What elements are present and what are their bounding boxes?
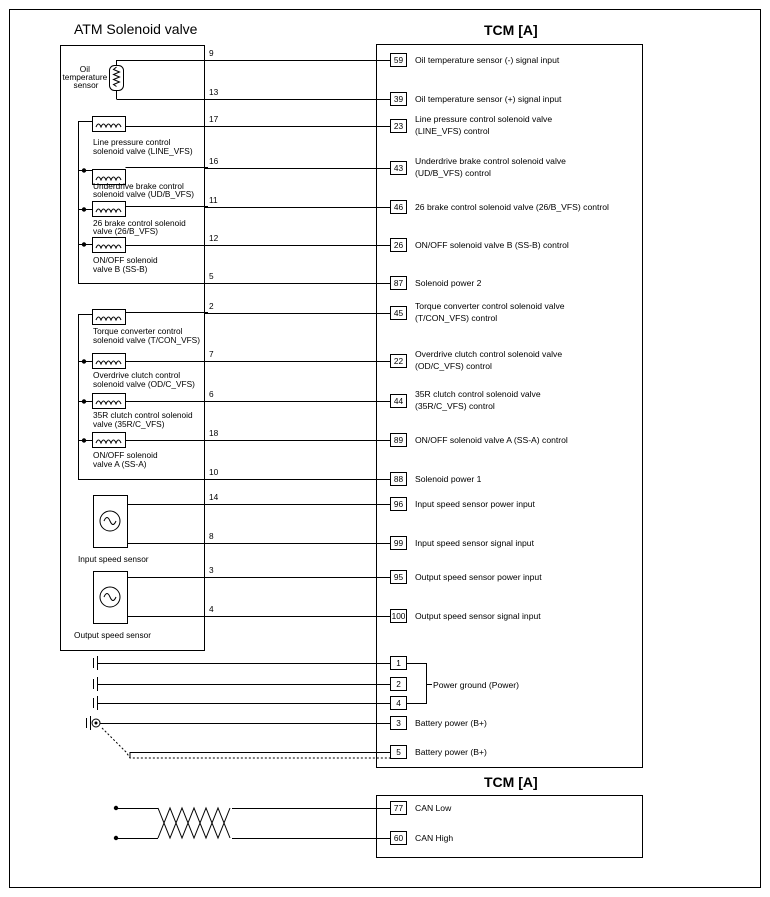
pin-description <box>415 202 609 212</box>
pin-description-line: Solenoid power 1 <box>415 474 482 484</box>
wire-number: 5 <box>209 271 214 281</box>
connection-row-100 <box>204 604 541 623</box>
ground-row-2 <box>94 677 407 691</box>
pin-description <box>415 349 562 371</box>
input-speed-sensor-label: Input speed sensor <box>78 554 149 564</box>
can-row-77 <box>391 802 453 815</box>
ssa-label <box>93 450 160 469</box>
atm-solenoid-title: ATM Solenoid valve <box>74 21 198 37</box>
wire-number: 4 <box>209 604 214 614</box>
tcm-title: TCM [A] <box>484 22 538 38</box>
ssb-label-l0: ON/OFF solenoid <box>93 255 158 265</box>
tcm-pin-96-number: 96 <box>393 499 404 509</box>
pin-description <box>415 240 569 250</box>
tcm-pin-26-number: 26 <box>393 240 404 250</box>
pin-description-line: Input speed sensor power input <box>415 499 535 509</box>
connection-row-43 <box>204 156 566 178</box>
wire-number: 3 <box>209 565 214 575</box>
tcm-pin-26 <box>391 239 407 252</box>
connection-row-88 <box>204 467 482 486</box>
underdrive-label <box>93 181 194 199</box>
wire-number: 13 <box>209 87 219 97</box>
tcm-pin-45-number: 45 <box>393 308 404 318</box>
pin-description-line: Overdrive clutch control solenoid valve <box>415 349 563 359</box>
brake26-label-l1: valve (26/B_VFS) <box>93 226 159 236</box>
pin-description-line: ON/OFF solenoid valve A (SS-A) control <box>415 435 568 445</box>
wire-number: 16 <box>209 156 219 166</box>
ssa-label-l0: ON/OFF solenoid <box>93 450 158 460</box>
tcm-pin-4-number: 4 <box>396 698 401 708</box>
tcm-pin-99 <box>391 537 407 550</box>
connections-layer <box>204 48 609 623</box>
tcm-pin-1-number: 1 <box>396 658 401 668</box>
tcm-pin-96 <box>391 498 407 511</box>
battery-pins <box>391 717 488 759</box>
pin-description-line: (35R/C_VFS) control <box>415 401 495 411</box>
connection-row-45 <box>204 301 565 323</box>
connection-row-22 <box>204 349 562 371</box>
tcm-pin-23 <box>391 120 407 133</box>
tcon-label <box>93 326 200 345</box>
tcm-pin-1 <box>391 657 407 670</box>
pin-description-line: Oil temperature sensor (+) signal input <box>415 94 562 104</box>
pin-description <box>415 55 560 65</box>
can-description: CAN Low <box>415 803 452 813</box>
tcm-pin-89 <box>391 434 407 447</box>
tcm-pin-46-number: 46 <box>393 202 404 212</box>
pin-description <box>415 499 536 509</box>
tcm-pin-89-number: 89 <box>393 435 404 445</box>
ssb-label-l1: valve B (SS-B) <box>93 264 148 274</box>
battery-description: Battery power (B+) <box>415 747 487 757</box>
tcon-label-l1: solenoid valve (T/CON_VFS) <box>93 335 200 345</box>
connection-row-89 <box>204 428 568 447</box>
output-speed-sensor <box>94 572 209 624</box>
tcm-pin-77-number: 77 <box>393 803 404 813</box>
pin-description-line: 26 brake control solenoid valve (26/B_VFS) control <box>415 202 609 212</box>
r35-label <box>93 410 195 429</box>
tcm-pin-2 <box>391 678 407 691</box>
tcm-pin-3 <box>391 717 407 730</box>
tcon-label-l0: Torque converter control <box>93 326 183 336</box>
tcm-pin-87 <box>391 277 407 290</box>
ground-row-1 <box>94 656 407 670</box>
pin-description-line: 35R clutch control solenoid valve <box>415 389 541 399</box>
odc-label-l1: solenoid valve (OD/C_VFS) <box>93 379 195 389</box>
tcm-pin-23-number: 23 <box>393 121 404 131</box>
connection-row-44 <box>204 389 541 411</box>
ground-wires <box>94 656 407 710</box>
output-speed-sensor-label: Output speed sensor <box>74 630 152 640</box>
tcm-pin-87-number: 87 <box>393 278 404 288</box>
tcm-can-title: TCM [A] <box>484 774 538 790</box>
tcm-pin-100-number: 100 <box>391 611 406 621</box>
can-bus-group <box>114 802 454 845</box>
pin-description-line: Output speed sensor signal input <box>415 611 541 621</box>
tcm-pin-60-number: 60 <box>393 833 404 843</box>
r35-label-l0: 35R clutch control solenoid <box>93 410 193 420</box>
wire-number: 17 <box>209 114 219 124</box>
wire-number: 9 <box>209 48 214 58</box>
pin-description-line: ON/OFF solenoid valve B (SS-B) control <box>415 240 569 250</box>
connection-row-87 <box>204 271 482 290</box>
wire-number: 11 <box>209 195 218 205</box>
pin-description-line: Output speed sensor power input <box>415 572 542 582</box>
power-ground-group <box>94 656 520 710</box>
pin-description <box>415 301 565 323</box>
oil-temp-label-l2: sensor <box>73 80 99 90</box>
oil-temperature-sensor <box>110 60 209 100</box>
wire-number: 14 <box>209 492 219 502</box>
pin-description <box>415 611 541 621</box>
connection-row-46 <box>204 195 609 214</box>
tcm-pin-3-number: 3 <box>396 718 401 728</box>
connection-row-39 <box>204 87 562 106</box>
tcm-pin-46 <box>391 201 407 214</box>
connection-row-95 <box>204 565 542 584</box>
tcm-pin-59 <box>391 54 407 67</box>
tcm-pin-44 <box>391 395 407 408</box>
tcm-pin-77 <box>391 802 407 815</box>
battery-row-3 <box>391 717 488 730</box>
pin-description-line: (OD/C_VFS) control <box>415 361 492 371</box>
line-pressure-label <box>93 137 193 156</box>
underdrive-label-l1: solenoid valve (UD/B_VFS) <box>93 189 194 199</box>
underdrive-label-l0: Underdrive brake control <box>93 181 184 191</box>
pin-description <box>415 435 568 445</box>
ssb-label <box>93 255 160 274</box>
r35-label-l1: valve (35R/C_VFS) <box>93 419 165 429</box>
ground-row-4 <box>94 696 407 710</box>
battery-description: Battery power (B+) <box>415 718 487 728</box>
connection-row-59 <box>204 48 560 67</box>
tcm-pin-44-number: 44 <box>393 396 404 406</box>
can-description: CAN High <box>415 833 454 843</box>
pin-description-line: (T/CON_VFS) control <box>415 313 498 323</box>
tcm-pin-2-number: 2 <box>396 679 401 689</box>
pin-description <box>415 474 482 484</box>
oil-temp-label-l0: Oil <box>79 64 90 74</box>
pin-description <box>415 389 541 411</box>
pin-description <box>415 94 562 104</box>
battery-group <box>87 716 488 759</box>
brake26-label <box>93 218 188 236</box>
tcm-pin-45 <box>391 307 407 320</box>
connection-row-23 <box>204 114 552 136</box>
wire-number: 18 <box>209 428 219 438</box>
can-pins <box>391 802 454 845</box>
can-row-60 <box>391 832 454 845</box>
pin-description <box>415 538 535 548</box>
pin-description <box>415 114 552 136</box>
wire-number: 10 <box>209 467 219 477</box>
battery-row-5 <box>391 746 488 759</box>
brake26-label-l0: 26 brake control solenoid <box>93 218 186 228</box>
connection-row-96 <box>204 492 536 511</box>
oil-temp-label-l1: temperature <box>62 72 108 82</box>
ssa-label-l1: valve A (SS-A) <box>93 459 147 469</box>
tcm-pin-88 <box>391 473 407 486</box>
pin-description-line: Solenoid power 2 <box>415 278 482 288</box>
connection-row-99 <box>204 531 535 550</box>
wire-number: 2 <box>209 301 214 311</box>
tcm-pin-100 <box>391 610 407 623</box>
tcm-pin-5-number: 5 <box>396 747 401 757</box>
tcm-pin-59-number: 59 <box>393 55 404 65</box>
tcm-pin-60 <box>391 832 407 845</box>
tcm-pin-22 <box>391 355 407 368</box>
tcm-pin-95-number: 95 <box>393 572 404 582</box>
tcm-pin-99-number: 99 <box>393 538 404 548</box>
wire-number: 8 <box>209 531 214 541</box>
pin-description-line: Line pressure control solenoid valve <box>415 114 553 124</box>
pin-description-line: (UD/B_VFS) control <box>415 168 491 178</box>
pin-description <box>415 278 482 288</box>
pin-description-line: Oil temperature sensor (-) signal input <box>415 55 560 65</box>
oil-temp-label <box>62 64 109 90</box>
power-ground-label: Power ground (Power) <box>433 680 519 690</box>
line-pressure-label-l0: Line pressure control <box>93 137 171 147</box>
battery-terminal-icon <box>87 716 101 730</box>
wire-number: 12 <box>209 233 219 243</box>
tcm-pin-5 <box>391 746 407 759</box>
wire-number: 6 <box>209 389 214 399</box>
pin-description-line: (LINE_VFS) control <box>415 126 490 136</box>
pin-description-line: Input speed sensor signal input <box>415 538 534 548</box>
tcm-pin-22-number: 22 <box>393 356 404 366</box>
pin-description-line: Torque converter control solenoid valve <box>415 301 565 311</box>
tcm-pin-95 <box>391 571 407 584</box>
tcm-pin-43-number: 43 <box>393 163 404 173</box>
connection-row-26 <box>204 233 569 252</box>
odc-label <box>93 370 195 389</box>
tcm-pin-39-number: 39 <box>393 94 404 104</box>
pin-description <box>415 156 566 178</box>
tcm-pin-39 <box>391 93 407 106</box>
tcm-pin-43 <box>391 162 407 175</box>
line-pressure-label-l1: solenoid valve (LINE_VFS) <box>93 146 193 156</box>
tcm-pin-4 <box>391 697 407 710</box>
tcm-pin-88-number: 88 <box>393 474 404 484</box>
pin-description-line: Underdrive brake control solenoid valve <box>415 156 566 166</box>
wire-number: 7 <box>209 349 214 359</box>
odc-label-l0: Overdrive clutch control <box>93 370 181 380</box>
pin-description <box>415 572 542 582</box>
input-speed-sensor <box>94 496 209 548</box>
